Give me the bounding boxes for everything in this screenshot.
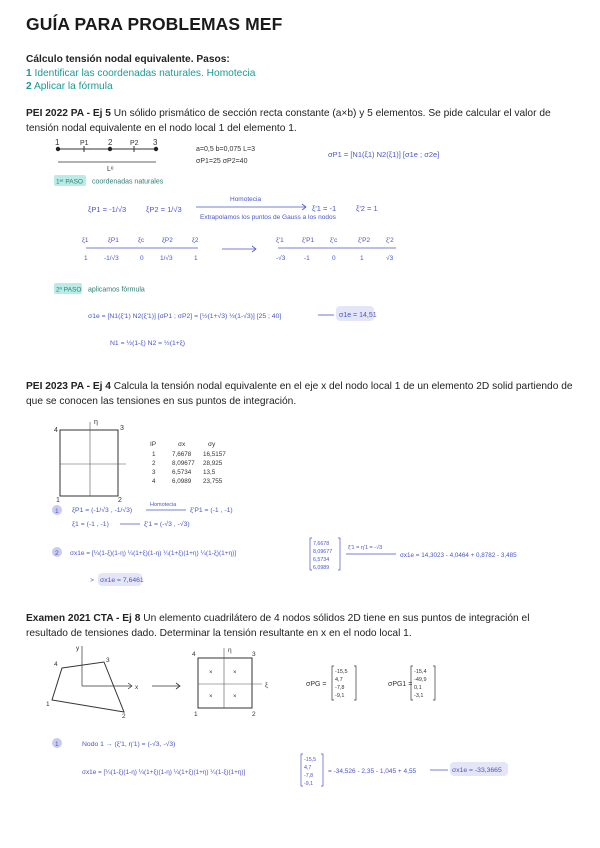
physical-quad-diagram <box>46 645 139 720</box>
vector-cell: 4,7 <box>304 765 312 771</box>
phys-y-axis: y <box>76 645 80 652</box>
elem2-node-4: 4 <box>54 427 58 434</box>
p2-step2-vector <box>310 538 340 571</box>
sigma-pg1-vector <box>411 666 435 700</box>
beam-node-3: 3 <box>153 138 158 147</box>
natural-axis-2 <box>276 237 396 262</box>
nat-node-3: 3 <box>252 651 256 658</box>
p3-vector <box>301 754 323 787</box>
step-1-text: Identificar las coordenadas naturales. Homotecia <box>34 68 256 79</box>
vector-cell: -49,9 <box>414 677 427 683</box>
sigma-pg1-label: σPG1 = <box>388 681 413 688</box>
table-cell: 2 <box>152 460 156 467</box>
problem-2-notes <box>0 418 600 593</box>
gauss-point-3: × <box>233 670 237 676</box>
phys-node-2: 2 <box>122 713 126 720</box>
vector-cell: 8,09677 <box>313 549 333 555</box>
xi-p2: ξP2 = 1/√3 <box>146 205 182 214</box>
table-cell: 3 <box>152 469 156 476</box>
nat-node-1: 1 <box>194 711 198 718</box>
axis2-label-1: ξ'P1 <box>302 237 315 244</box>
vector-cell: 7,6678 <box>313 541 330 547</box>
axis1-value-2: 0 <box>140 255 144 262</box>
vector-cell: 6,0989 <box>313 565 330 571</box>
params-line-2: σP1=25 σP2=40 <box>196 158 248 165</box>
problem-3-notes <box>0 640 600 790</box>
element-2d-diagram <box>54 419 126 504</box>
sigma-pg-vector <box>332 666 356 700</box>
problem-2-id: PEI 2023 PA - Ej 4 <box>26 381 111 392</box>
axis1-value-3: 1/√3 <box>160 255 173 262</box>
beam-node-p2: P2 <box>130 140 139 147</box>
axis1-label-4: ξ2 <box>192 237 199 244</box>
axis2-value-3: 1 <box>360 255 364 262</box>
vector-cell: 6,5734 <box>313 557 330 563</box>
table-cell: 13,5 <box>203 469 216 476</box>
vector-cell: -9,1 <box>335 693 345 699</box>
p2-step2-sub: ξ'1 = η'1 = -√3 <box>348 545 383 551</box>
axis2-value-1: -1 <box>304 255 310 262</box>
p3-formula: σx1e = [¼(1-ξ)(1-η) ¼(1+ξ)(1-η) ¼(1+ξ)(1+η) ¼(1-ξ)(1+η)] <box>82 769 246 776</box>
p2-step1-c: ξ1 = (-1 , -1) <box>72 521 109 528</box>
step-1-number: 1 <box>26 68 32 79</box>
nat-node-4: 4 <box>192 651 196 658</box>
vector-cell: -7,8 <box>304 773 314 779</box>
main-equation: σP1 = [N1(ξ1) N2(ξ1)] [σ1e ; σ2e] <box>328 150 440 159</box>
table-header-sy: σy <box>208 441 216 448</box>
paso-2-text: aplicamos fórmula <box>88 286 145 294</box>
axis1-value-1: -1/√3 <box>104 255 119 262</box>
gauss-point-4: × <box>209 670 213 676</box>
axis2-label-4: ξ'2 <box>386 237 394 244</box>
axis1-label-2: ξc <box>138 237 145 244</box>
extrapol-text: Extrapolamos los puntos de Gauss a los nodos <box>200 214 336 221</box>
problem-2-statement <box>26 380 574 409</box>
ip-stress-table <box>150 441 226 485</box>
formula-p1: σ1e = [N1(ξ'1) N2(ξ'1)] [σP1 ; σP2] = [½(1+√3) ½(1-√3)] [25 ; 40] <box>88 313 282 320</box>
table-header-sx: σx <box>178 441 186 448</box>
axis2-label-3: ξ'P2 <box>358 237 371 244</box>
p2-final-result: σx1e = 7,6461 <box>100 577 144 584</box>
table-cell: 7,6678 <box>172 451 192 458</box>
elem2-node-1: 1 <box>56 497 60 504</box>
result-p1: σ1e = 14,51 <box>339 312 377 319</box>
p2-step1-a: ξP1 = (-1/√3 , -1/√3) <box>72 507 133 514</box>
gauss-point-1: × <box>209 694 213 700</box>
beam-node-2: 2 <box>108 138 113 147</box>
paso-1-text: coordenadas naturales <box>92 178 164 186</box>
beam-diagram <box>55 138 158 173</box>
p2-step1-d: ξ'1 = (-√3 , -√3) <box>144 521 190 528</box>
table-cell: 1 <box>152 451 156 458</box>
axis1-value-4: 1 <box>194 255 198 262</box>
nat-node-2: 2 <box>252 711 256 718</box>
step-1 <box>26 68 255 79</box>
sigma-pg-label: σPG = <box>306 681 327 688</box>
natural-axis-1 <box>82 237 199 262</box>
beam-length: Lᵉ <box>107 166 114 173</box>
natural-quad-diagram <box>192 647 268 718</box>
problem-3-statement <box>26 612 574 641</box>
problem-2-text: Calcula la tensión nodal equivalente en el eje x del nodo local 1 de un elemento 2D solid partiendo de que se conocen las tensiones en sus puntos de integración. <box>26 381 573 407</box>
phys-node-1: 1 <box>46 701 50 708</box>
nat-xi: ξ <box>265 682 268 689</box>
step-2 <box>26 81 113 92</box>
vector-cell: -15,4 <box>414 669 427 675</box>
table-cell: 23,755 <box>203 478 223 485</box>
problem-1-id: PEI 2022 PA - Ej 5 <box>26 108 111 119</box>
xi-1-result: ξ'1 = -1 <box>312 204 337 213</box>
gauss-point-2: × <box>233 694 237 700</box>
params-line-1: a=0,5 b=0,075 L=3 <box>196 146 255 153</box>
phys-node-3: 3 <box>106 657 110 664</box>
axis1-value-0: 1 <box>84 255 88 262</box>
axis1-label-3: ξP2 <box>162 237 173 244</box>
steps-heading: Cálculo tensión nodal equivalente. Pasos: <box>26 54 230 65</box>
page-title: GUÍA PARA PROBLEMAS MEF <box>26 14 283 34</box>
paso-2-tag: 2º PASO <box>56 286 82 294</box>
p3-final-result: σx1e = -33,3665 <box>452 767 502 774</box>
elem2-node-2: 2 <box>118 497 122 504</box>
p2-step1-b: ξ'P1 = (-1 , -1) <box>190 507 233 514</box>
axis1-label-1: ξP1 <box>108 237 119 244</box>
table-cell: 6,5734 <box>172 469 192 476</box>
step-badge-3-num: 1 <box>55 741 59 748</box>
axis2-label-0: ξ'1 <box>276 237 284 244</box>
vector-cell: -3,1 <box>414 693 424 699</box>
axis1-label-0: ξ1 <box>82 237 89 244</box>
problem-3-id: Examen 2021 CTA - Ej 8 <box>26 613 141 624</box>
vector-cell: -15,5 <box>304 757 317 763</box>
step-2-text: Aplicar la fórmula <box>33 81 113 92</box>
problem-1-statement <box>26 107 574 136</box>
p2-arrow: > <box>90 577 94 584</box>
p3-result: = -34,526 - 2,35 - 1,045 + 4,55 <box>328 768 417 775</box>
xi-p1: ξP1 = -1/√3 <box>88 205 127 214</box>
xi-2-result: ξ'2 = 1 <box>356 204 378 213</box>
vector-cell: -15,5 <box>335 669 348 675</box>
p2-step1-hom: Homotecia <box>150 502 177 508</box>
vector-cell: 4,7 <box>335 677 343 683</box>
axis2-value-4: √3 <box>386 255 394 262</box>
problem-3-text: Un elemento cuadrilátero de 4 nodos sólidos 2D tiene en sus puntos de integración el resultado de tensiones dado. Determinar la tensión resultante en x en el nodo local 1. <box>26 613 530 639</box>
axis2-value-2: 0 <box>332 255 336 262</box>
beam-node-1: 1 <box>55 138 60 147</box>
table-cell: 4 <box>152 478 156 485</box>
p2-step2-result: σx1e = 14,3023 - 4,0464 + 0,8782 - 3,485 <box>400 552 517 559</box>
step-badge-1-num: 1 <box>55 508 59 515</box>
axis2-label-2: ξ'c <box>330 237 338 244</box>
p3-node1: Nodo 1 → (ξ'1, η'1) = (-√3, -√3) <box>82 741 176 748</box>
table-cell: 28,925 <box>203 460 223 467</box>
p2-step2-eq: σx1e = [¼(1-ξ)(1-η) ¼(1+ξ)(1-η) ¼(1+ξ)(1+η) ¼(1-ξ)(1+η)] <box>70 550 237 557</box>
vector-cell: 0,1 <box>414 685 422 691</box>
table-cell: 6,0989 <box>172 478 192 485</box>
vector-cell: -7,8 <box>335 685 345 691</box>
phys-x-axis: x <box>135 684 139 691</box>
phys-node-4: 4 <box>54 661 58 668</box>
step-badge-2-num: 2 <box>55 550 59 557</box>
elem2-eta: η <box>94 419 98 426</box>
elem2-node-3: 3 <box>120 425 124 432</box>
shape-functions: N1 = ½(1-ξ) N2 = ½(1+ξ) <box>110 340 186 347</box>
paso-1-tag: 1ᵉʳ PASO <box>56 178 83 186</box>
vector-cell: -9,1 <box>304 781 314 787</box>
nat-eta: η <box>228 647 232 654</box>
problem-1-notes <box>0 135 600 355</box>
axis2-value-0: -√3 <box>276 255 286 262</box>
homotecia-label: Homotecia <box>230 196 262 203</box>
beam-node-p1: P1 <box>80 140 89 147</box>
table-cell: 16,5157 <box>203 451 226 458</box>
table-header-ip: IP <box>150 441 157 448</box>
table-cell: 8,09677 <box>172 460 195 467</box>
problem-1-text: Un sólido prismático de sección recta constante (a×b) y 5 elementos. Se pide calcular el valor de tensión nodal equivalente en el nodo local 1 del elemento 1. <box>26 108 551 134</box>
step-2-number: 2 <box>26 81 32 92</box>
